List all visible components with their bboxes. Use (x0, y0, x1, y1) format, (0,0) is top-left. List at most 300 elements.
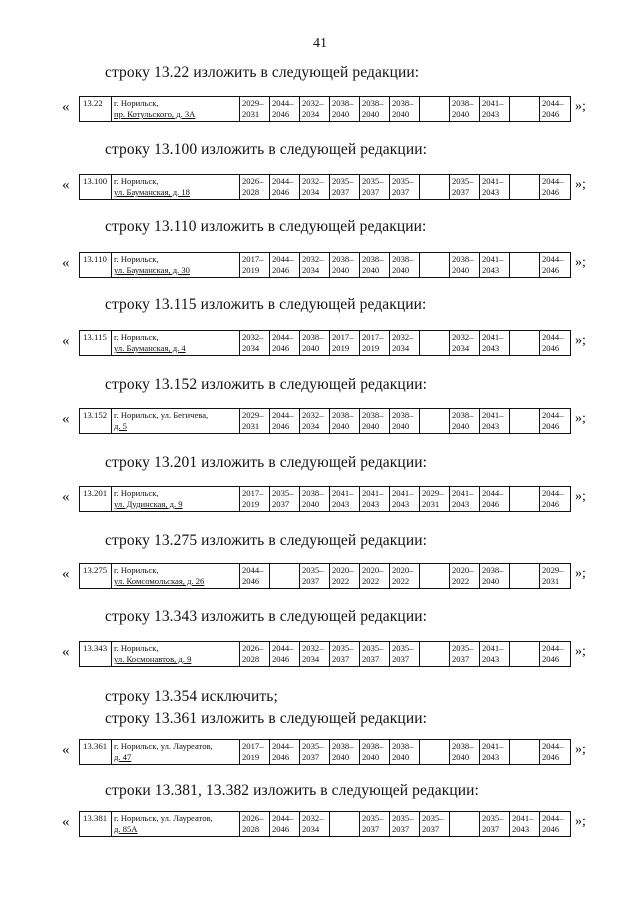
year-cell (510, 253, 540, 277)
year-to: 2037 (362, 654, 380, 664)
year-to: 2043 (482, 109, 500, 119)
year-cell (450, 642, 480, 666)
year-to: 2043 (452, 499, 470, 509)
year-from: 2044– (542, 410, 564, 420)
year-to: 2046 (272, 343, 290, 353)
year-from: 2035– (452, 176, 474, 186)
close-quote: »; (575, 333, 586, 348)
year-from: 2044– (242, 565, 264, 575)
table-row-block (62, 252, 602, 278)
year-cell (360, 642, 390, 666)
year-from: 2041– (482, 410, 504, 420)
year-from: 2032– (302, 98, 324, 108)
year-from: 2038– (332, 741, 354, 751)
year-to: 2046 (482, 499, 500, 509)
address-line-2: ул. Бауманская, д. 18 (114, 187, 190, 197)
address-line-1: г. Норильск, (114, 98, 159, 108)
address-line-1: г. Норильск, ул. Бегичева, (114, 410, 209, 420)
year-from: 2044– (542, 643, 564, 653)
row-number: 13.100 (80, 175, 112, 199)
year-cell (300, 487, 330, 511)
year-from: 2032– (392, 332, 414, 342)
year-from: 2041– (392, 488, 414, 498)
section-heading: строку 13.201 изложить в следующей редакции: (105, 454, 428, 471)
table-row-block (62, 641, 602, 667)
address-cell (112, 642, 240, 666)
year-cell (390, 175, 420, 199)
year-cell (330, 564, 360, 588)
row-number: 13.361 (80, 740, 112, 764)
year-to: 2034 (302, 265, 320, 275)
year-cell (270, 175, 300, 199)
year-to: 2019 (332, 343, 350, 353)
year-from: 2038– (452, 98, 474, 108)
close-quote: »; (575, 177, 586, 192)
year-from: 2044– (272, 254, 294, 264)
year-cell (450, 409, 480, 433)
year-from: 2032– (452, 332, 474, 342)
year-cell (330, 812, 360, 836)
year-cell (330, 331, 360, 355)
year-from: 2044– (272, 741, 294, 751)
year-to: 2046 (542, 343, 560, 353)
year-to: 2040 (332, 752, 350, 762)
year-cell (270, 97, 300, 121)
year-cell (420, 409, 450, 433)
year-cell (240, 642, 270, 666)
year-from: 2038– (362, 741, 384, 751)
year-cell (240, 487, 270, 511)
year-from: 2017– (332, 332, 354, 342)
year-cell (300, 175, 330, 199)
address-line-1: г. Норильск, ул. Лауреатов, (114, 741, 213, 751)
year-to: 2028 (242, 654, 260, 664)
year-to: 2037 (302, 752, 320, 762)
year-from: 2029– (242, 98, 264, 108)
year-to: 2031 (542, 576, 560, 586)
open-quote: « (62, 99, 70, 115)
section-heading: строку 13.361 изложить в следующей редакции: (105, 710, 428, 727)
year-cell (300, 812, 330, 836)
year-to: 2046 (272, 187, 290, 197)
year-cell (360, 409, 390, 433)
year-from: 2041– (482, 176, 504, 186)
section-heading: строку 13.354 исключить; (105, 688, 278, 705)
year-from: 2020– (332, 565, 354, 575)
year-to: 2040 (362, 265, 380, 275)
year-from: 2020– (362, 565, 384, 575)
year-to: 2046 (542, 654, 560, 664)
row-number: 13.381 (80, 812, 112, 836)
year-cell (540, 253, 570, 277)
year-from: 2038– (452, 741, 474, 751)
year-to: 2046 (272, 421, 290, 431)
row-number: 13.115 (80, 331, 112, 355)
year-cell (240, 175, 270, 199)
year-from: 2044– (542, 332, 564, 342)
year-cell (420, 253, 450, 277)
year-from: 2035– (302, 565, 324, 575)
year-from: 2041– (512, 813, 534, 823)
address-line-1: г. Норильск, (114, 488, 159, 498)
year-from: 2035– (482, 813, 504, 823)
year-to: 2034 (302, 654, 320, 664)
year-cell (300, 564, 330, 588)
year-cell (240, 812, 270, 836)
year-from: 2044– (542, 176, 564, 186)
year-cell (390, 331, 420, 355)
open-quote: « (62, 566, 70, 582)
year-to: 2037 (392, 654, 410, 664)
year-to: 2034 (392, 343, 410, 353)
address-cell (112, 564, 240, 588)
table-row-block (62, 563, 602, 589)
year-from: 2041– (482, 643, 504, 653)
section-heading: строку 13.110 изложить в следующей редакции: (105, 218, 427, 235)
year-cell (240, 564, 270, 588)
year-cell (390, 740, 420, 764)
year-cell (390, 812, 420, 836)
year-to: 2034 (302, 421, 320, 431)
year-cell (510, 97, 540, 121)
table-row (79, 96, 571, 122)
year-from: 2035– (392, 643, 414, 653)
year-cell (420, 642, 450, 666)
year-to: 2046 (542, 824, 560, 834)
year-to: 2046 (272, 265, 290, 275)
year-from: 2020– (452, 565, 474, 575)
year-cell (270, 253, 300, 277)
year-cell (540, 564, 570, 588)
year-to: 2034 (302, 187, 320, 197)
year-from: 2032– (302, 176, 324, 186)
close-quote: »; (575, 411, 586, 426)
year-to: 2022 (392, 576, 410, 586)
year-from: 2044– (272, 643, 294, 653)
year-cell (270, 740, 300, 764)
year-from: 2026– (242, 813, 264, 823)
address-line-1: г. Норильск, ул. Лауреатов, (114, 813, 213, 823)
table-row (79, 486, 571, 512)
year-to: 2043 (512, 824, 530, 834)
open-quote: « (62, 255, 70, 271)
year-from: 2035– (392, 176, 414, 186)
year-to: 2037 (272, 499, 290, 509)
address-line-1: г. Норильск, (114, 332, 159, 342)
year-cell (240, 253, 270, 277)
year-from: 2041– (482, 332, 504, 342)
address-cell (112, 253, 240, 277)
year-cell (360, 487, 390, 511)
year-cell (480, 564, 510, 588)
year-from: 2044– (542, 98, 564, 108)
year-to: 2037 (332, 187, 350, 197)
year-to: 2046 (542, 752, 560, 762)
year-from: 2041– (452, 488, 474, 498)
year-to: 2046 (542, 109, 560, 119)
year-cell (510, 642, 540, 666)
table-row-block (62, 811, 602, 837)
year-to: 2037 (332, 654, 350, 664)
year-cell (420, 175, 450, 199)
year-to: 2037 (422, 824, 440, 834)
open-quote: « (62, 742, 70, 758)
year-from: 2044– (272, 176, 294, 186)
open-quote: « (62, 177, 70, 193)
section-heading: строки 13.381, 13.382 изложить в следующей редакции: (105, 782, 479, 799)
year-from: 2041– (482, 741, 504, 751)
year-cell (420, 331, 450, 355)
year-cell (450, 740, 480, 764)
year-to: 2019 (242, 752, 260, 762)
table-row (79, 252, 571, 278)
close-quote: »; (575, 99, 586, 114)
year-cell (450, 331, 480, 355)
section-heading: строку 13.343 изложить в следующей редакции: (105, 608, 428, 625)
year-cell (510, 740, 540, 764)
year-from: 2032– (302, 410, 324, 420)
year-from: 2026– (242, 643, 264, 653)
year-cell (300, 331, 330, 355)
year-cell (360, 740, 390, 764)
year-to: 2037 (482, 824, 500, 834)
year-to: 2019 (242, 499, 260, 509)
close-quote: »; (575, 742, 586, 757)
address-cell (112, 740, 240, 764)
year-cell (480, 487, 510, 511)
year-to: 2034 (302, 824, 320, 834)
year-cell (300, 97, 330, 121)
year-from: 2038– (302, 332, 324, 342)
year-from: 2020– (392, 565, 414, 575)
year-from: 2035– (422, 813, 444, 823)
year-from: 2035– (332, 643, 354, 653)
year-cell (390, 97, 420, 121)
year-to: 2040 (332, 109, 350, 119)
year-to: 2031 (422, 499, 440, 509)
page-number: 41 (313, 36, 327, 51)
table-row (79, 811, 571, 837)
address-line-1: г. Норильск, (114, 643, 159, 653)
year-cell (480, 175, 510, 199)
year-from: 2035– (362, 643, 384, 653)
address-cell (112, 409, 240, 433)
address-line-1: г. Норильск, (114, 254, 159, 264)
year-from: 2017– (242, 254, 264, 264)
year-to: 2043 (482, 752, 500, 762)
section-heading: строку 13.115 изложить в следующей редакции: (105, 296, 427, 313)
year-to: 2040 (332, 265, 350, 275)
year-to: 2037 (392, 824, 410, 834)
year-to: 2028 (242, 824, 260, 834)
year-cell (330, 487, 360, 511)
year-to: 2037 (452, 187, 470, 197)
year-from: 2038– (452, 410, 474, 420)
year-cell (360, 564, 390, 588)
open-quote: « (62, 411, 70, 427)
year-cell (480, 812, 510, 836)
year-to: 2046 (272, 752, 290, 762)
year-from: 2044– (272, 332, 294, 342)
year-from: 2029– (422, 488, 444, 498)
year-cell (510, 564, 540, 588)
table-row-block (62, 330, 602, 356)
close-quote: »; (575, 566, 586, 581)
year-from: 2044– (542, 813, 564, 823)
year-cell (450, 97, 480, 121)
year-cell (300, 409, 330, 433)
year-cell (540, 331, 570, 355)
year-from: 2035– (392, 813, 414, 823)
open-quote: « (62, 333, 70, 349)
table-row-block (62, 174, 602, 200)
year-cell (330, 97, 360, 121)
row-number: 13.343 (80, 642, 112, 666)
year-from: 2038– (332, 98, 354, 108)
year-cell (480, 409, 510, 433)
open-quote: « (62, 644, 70, 660)
year-cell (480, 642, 510, 666)
year-cell (300, 253, 330, 277)
address-line-2: ул. Бауманская, д. 4 (114, 343, 186, 353)
year-to: 2037 (302, 576, 320, 586)
address-line-2: ул. Бауманская, д. 30 (114, 265, 190, 275)
year-cell (480, 331, 510, 355)
year-from: 2035– (452, 643, 474, 653)
year-cell (390, 409, 420, 433)
year-to: 2043 (482, 343, 500, 353)
open-quote: « (62, 489, 70, 505)
year-to: 2019 (362, 343, 380, 353)
year-cell (480, 253, 510, 277)
year-cell (540, 487, 570, 511)
year-to: 2043 (482, 187, 500, 197)
year-to: 2034 (242, 343, 260, 353)
year-to: 2037 (392, 187, 410, 197)
year-to: 2040 (452, 265, 470, 275)
year-to: 2043 (392, 499, 410, 509)
address-line-2: д. 85А (114, 824, 138, 834)
year-cell (510, 812, 540, 836)
year-to: 2043 (482, 654, 500, 664)
year-cell (300, 740, 330, 764)
row-number: 13.110 (80, 253, 112, 277)
year-from: 2032– (302, 254, 324, 264)
year-cell (330, 740, 360, 764)
year-to: 2040 (452, 752, 470, 762)
year-cell (540, 409, 570, 433)
address-line-1: г. Норильск, (114, 176, 159, 186)
open-quote: « (62, 814, 70, 830)
year-cell (450, 812, 480, 836)
close-quote: »; (575, 255, 586, 270)
year-cell (540, 740, 570, 764)
year-cell (270, 331, 300, 355)
year-to: 2046 (542, 187, 560, 197)
year-to: 2040 (392, 752, 410, 762)
address-cell (112, 331, 240, 355)
section-heading: строку 13.22 изложить в следующей редакции: (105, 64, 420, 81)
year-to: 2040 (392, 421, 410, 431)
year-to: 2019 (242, 265, 260, 275)
year-cell (270, 642, 300, 666)
year-from: 2041– (482, 98, 504, 108)
year-cell (510, 487, 540, 511)
year-from: 2041– (362, 488, 384, 498)
year-cell (480, 97, 510, 121)
year-cell (240, 409, 270, 433)
year-cell (390, 564, 420, 588)
year-to: 2040 (392, 265, 410, 275)
year-cell (270, 487, 300, 511)
table-row-block (62, 739, 602, 765)
year-from: 2026– (242, 176, 264, 186)
year-to: 2022 (362, 576, 380, 586)
year-cell (450, 564, 480, 588)
year-cell (270, 564, 300, 588)
year-to: 2046 (272, 109, 290, 119)
year-from: 2038– (302, 488, 324, 498)
year-cell (390, 253, 420, 277)
table-row-block (62, 486, 602, 512)
year-from: 2044– (272, 98, 294, 108)
year-cell (390, 487, 420, 511)
year-from: 2017– (362, 332, 384, 342)
year-from: 2044– (272, 410, 294, 420)
year-cell (510, 175, 540, 199)
year-cell (300, 642, 330, 666)
year-cell (270, 812, 300, 836)
address-line-2: ул. Космонавтов, д. 9 (114, 654, 192, 664)
year-to: 2046 (272, 824, 290, 834)
year-to: 2046 (542, 265, 560, 275)
year-from: 2038– (332, 254, 354, 264)
year-to: 2037 (452, 654, 470, 664)
year-from: 2044– (272, 813, 294, 823)
year-cell (330, 409, 360, 433)
year-from: 2038– (362, 98, 384, 108)
year-from: 2038– (362, 254, 384, 264)
year-cell (330, 175, 360, 199)
year-cell (450, 487, 480, 511)
close-quote: »; (575, 489, 586, 504)
year-to: 2028 (242, 187, 260, 197)
year-to: 2040 (482, 576, 500, 586)
year-to: 2037 (362, 824, 380, 834)
year-from: 2038– (332, 410, 354, 420)
year-from: 2044– (542, 488, 564, 498)
year-to: 2040 (452, 109, 470, 119)
year-cell (330, 253, 360, 277)
year-to: 2037 (362, 187, 380, 197)
year-cell (360, 331, 390, 355)
year-to: 2040 (392, 109, 410, 119)
section-heading: строку 13.152 изложить в следующей редакции: (105, 376, 428, 393)
year-cell (540, 97, 570, 121)
year-to: 2040 (302, 499, 320, 509)
year-from: 2032– (302, 813, 324, 823)
year-from: 2038– (362, 410, 384, 420)
year-from: 2035– (362, 813, 384, 823)
year-cell (480, 740, 510, 764)
row-number: 13.275 (80, 564, 112, 588)
year-from: 2038– (452, 254, 474, 264)
year-to: 2046 (542, 499, 560, 509)
year-cell (450, 253, 480, 277)
year-to: 2040 (362, 109, 380, 119)
address-line-1: г. Норильск, (114, 565, 159, 575)
year-to: 2031 (242, 421, 260, 431)
